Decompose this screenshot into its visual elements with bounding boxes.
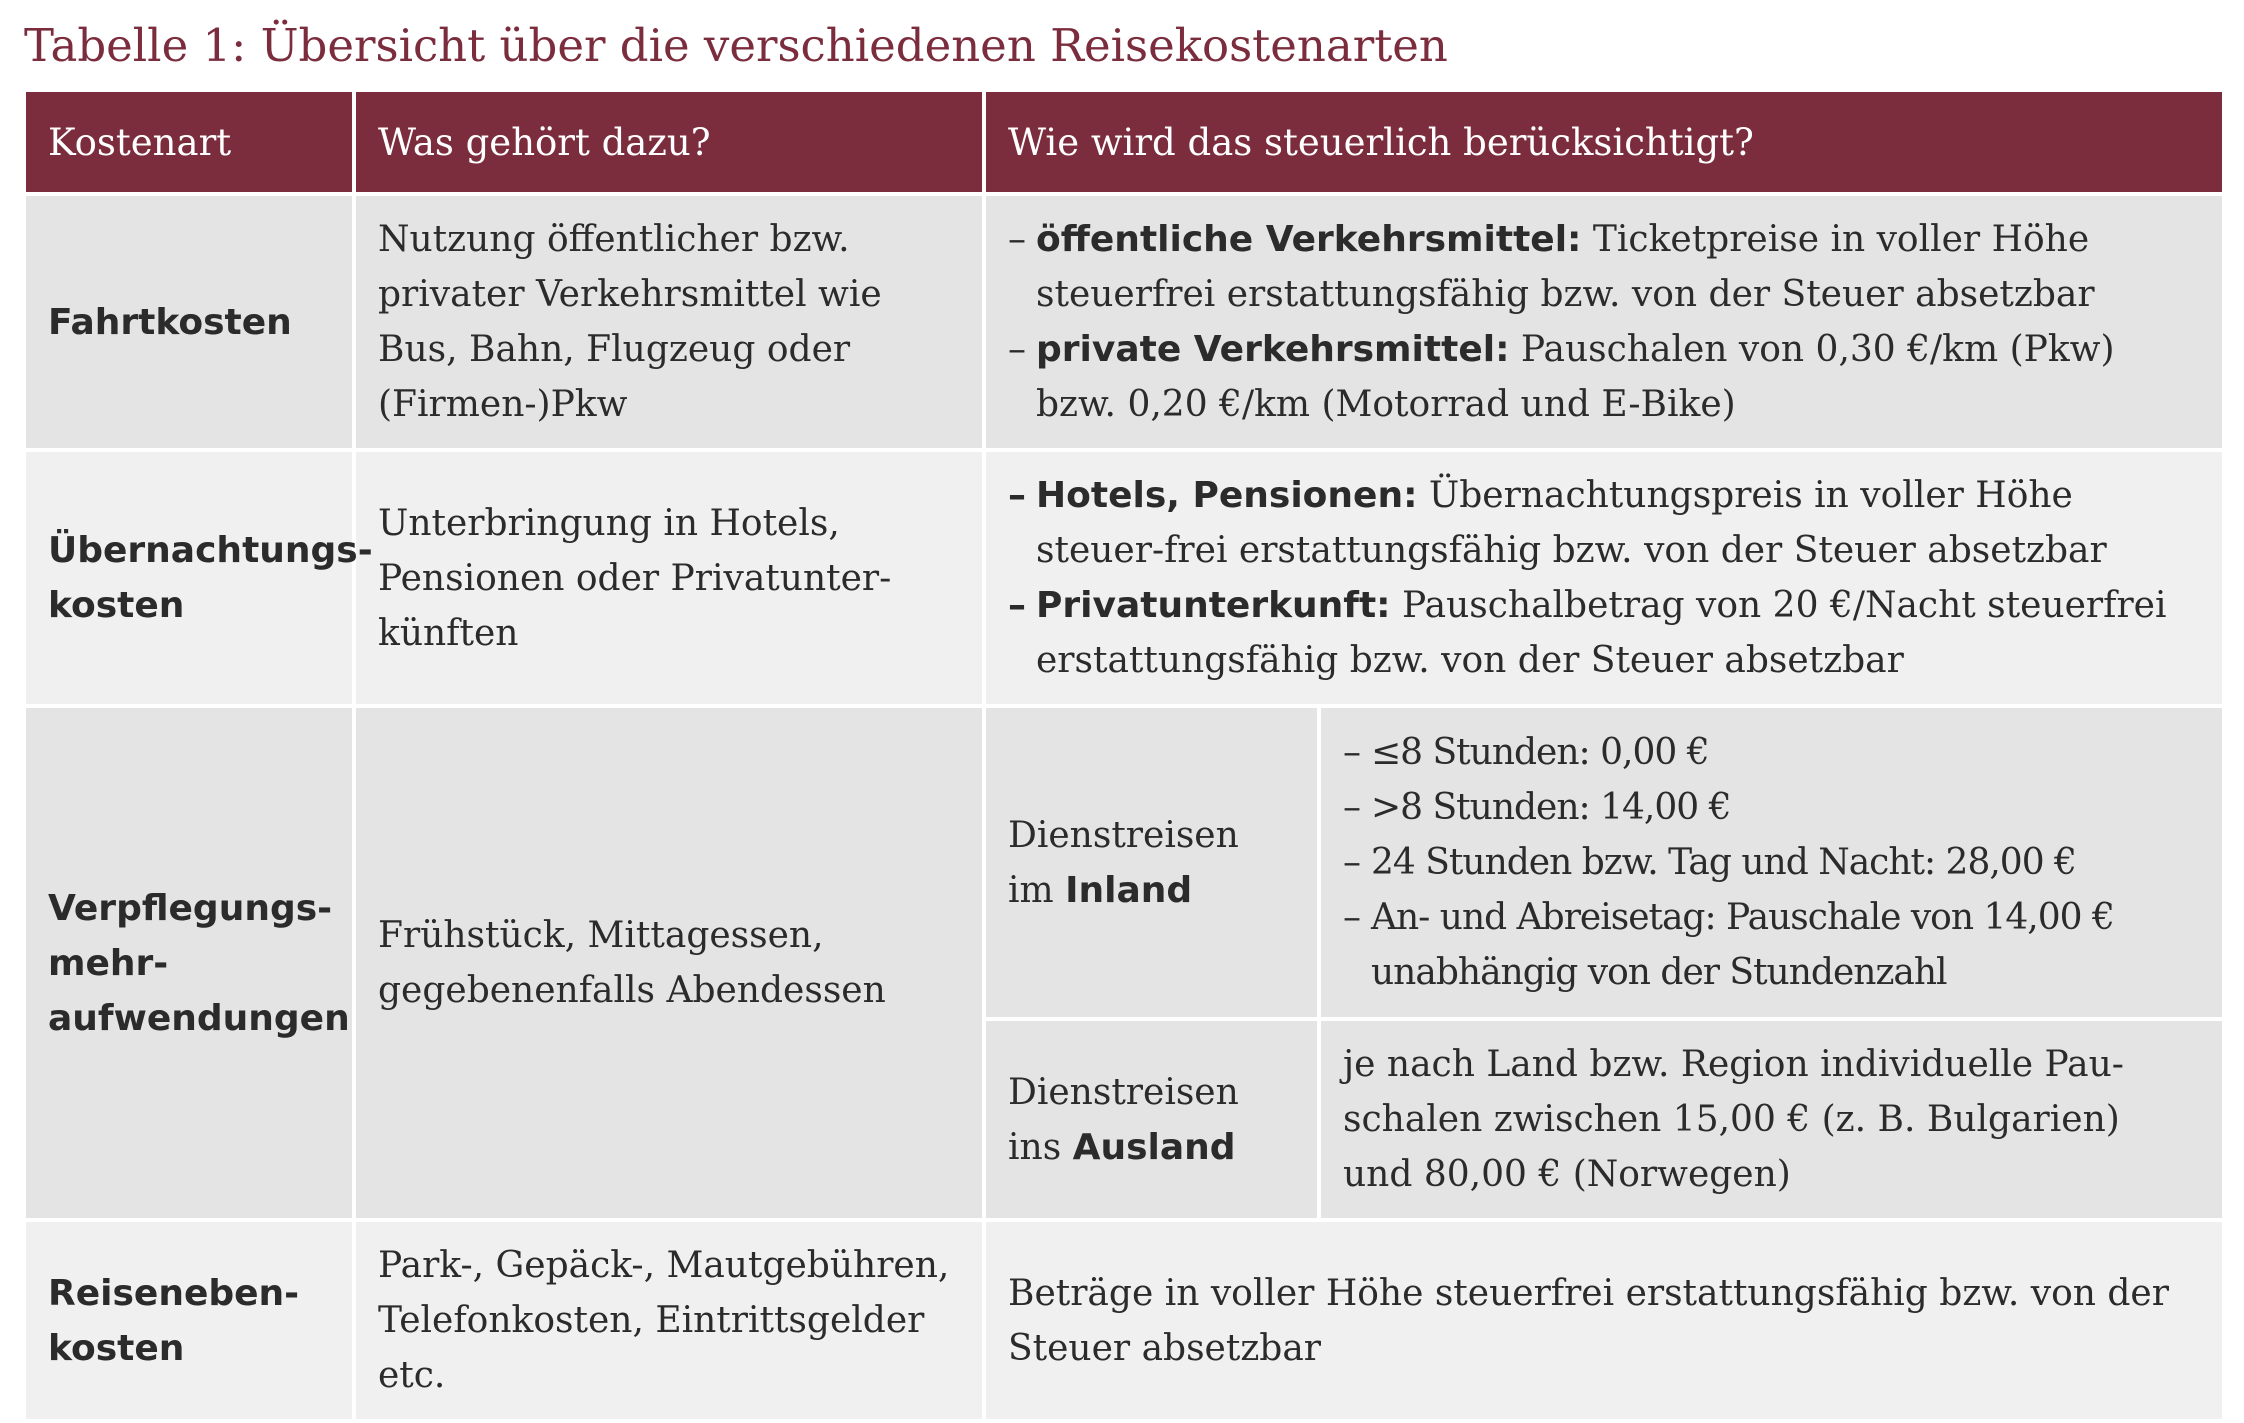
list-item <box>1343 780 2200 835</box>
list-item <box>1343 835 2200 890</box>
item-text: 24 Stunden bzw. Tag und Nacht: 28,00 € <box>1371 842 2076 883</box>
item-text: >8 Stunden: 14,00 € <box>1371 787 1731 828</box>
cell-was-verpflegung: Frühstück, Mittagessen, gegebenenfalls Abendessen <box>354 706 984 1220</box>
table-row-reisenebenkosten <box>24 1220 2224 1421</box>
table-row-verpflegung-inland <box>24 706 2224 1019</box>
item-label: Privatunterkunft: <box>1036 585 1391 626</box>
item-text: Pauschalen von 0,30 €/km (Pkw) bzw. 0,20 €/km (Motorrad und E-Bike) <box>1036 329 2115 425</box>
item-label: private Verkehrsmittel: <box>1036 329 1510 370</box>
document-page <box>22 18 2222 1423</box>
dash-bullet: – <box>1008 329 1026 370</box>
cell-was-fahrtkosten: Nutzung öffentlicher bzw. privater Verkehrsmittel wie Bus, Bahn, Flugzeug oder (Firmen-)Pkw <box>354 194 984 450</box>
ausland-label-bold: Ausland <box>1072 1126 1236 1168</box>
cell-label-ausland <box>984 1019 1319 1220</box>
cell-steuer-fahrtkosten <box>984 194 2224 450</box>
list-item <box>1343 725 2200 780</box>
cell-pauschalen-ausland: je nach Land bzw. Region individuelle Pau-schalen zwischen 15,00 € (z. B. Bulgarien) und 80,00 € (Norwegen) <box>1319 1019 2224 1220</box>
dash-bullet: – <box>1008 475 1026 516</box>
dash-bullet: – <box>1008 219 1026 260</box>
cell-kostenart-fahrtkosten: Fahrtkosten <box>24 194 354 450</box>
dash-bullet: – <box>1008 585 1026 626</box>
inland-label-prefix: Dienstreisen im <box>1008 814 1239 911</box>
item-text: Ticketpreise in voller Höhe steuerfrei erstattungsfähig bzw. von der Steuer absetzbar <box>1036 219 2095 315</box>
cell-kostenart-nebenkosten: Reiseneben-kosten <box>24 1220 354 1421</box>
table-header-row <box>24 90 2224 194</box>
fahrtkosten-list <box>1008 212 2200 432</box>
header-steuerlich: Wie wird das steuerlich berücksichtigt? <box>984 90 2224 194</box>
cell-was-uebernachtung: Unterbringung in Hotels, Pensionen oder Privatunter-künften <box>354 450 984 706</box>
cell-steuer-uebernachtung <box>984 450 2224 706</box>
cell-was-nebenkosten: Park-, Gepäck-, Mautgebühren, Telefonkosten, Eintrittsgelder etc. <box>354 1220 984 1421</box>
cell-kostenart-uebernachtung: Übernachtungs-kosten <box>24 450 354 706</box>
dash-bullet: – <box>1343 787 1360 828</box>
list-item <box>1008 468 2200 578</box>
uebernachtung-list <box>1008 468 2200 688</box>
ausland-label-prefix: Dienstreisen ins <box>1008 1071 1239 1168</box>
list-item <box>1008 578 2200 688</box>
dash-bullet: – <box>1343 842 1360 883</box>
cell-kostenart-verpflegung: Verpflegungs-mehr-aufwendungen <box>24 706 354 1220</box>
cell-label-inland <box>984 706 1319 1019</box>
dash-bullet: – <box>1343 897 1360 938</box>
item-label: Hotels, Pensionen: <box>1036 475 1418 516</box>
inland-label-bold: Inland <box>1065 869 1193 911</box>
table-row-uebernachtungskosten <box>24 450 2224 706</box>
table-row-fahrtkosten <box>24 194 2224 450</box>
item-text: ≤8 Stunden: 0,00 € <box>1371 732 1709 773</box>
list-item <box>1008 212 2200 322</box>
header-was-gehoert-dazu: Was gehört dazu? <box>354 90 984 194</box>
item-text: Pauschalbetrag von 20 €/Nacht steuerfrei erstattungsfähig bzw. von der Steuer absetzbar <box>1036 585 2167 681</box>
inland-list <box>1343 725 2200 1000</box>
item-text: Übernachtungspreis in voller Höhe steuer-frei erstattungsfähig bzw. von der Steuer absetzbar <box>1036 475 2107 571</box>
cell-steuer-nebenkosten: Beträge in voller Höhe steuerfrei erstattungsfähig bzw. von der Steuer absetzbar <box>984 1220 2224 1421</box>
reisekosten-table <box>22 88 2226 1423</box>
list-item <box>1343 890 2200 1000</box>
cell-pauschalen-inland <box>1319 706 2224 1019</box>
item-label: öffentliche Verkehrsmittel: <box>1036 219 1582 260</box>
item-text: An- und Abreisetag: Pauschale von 14,00 € unabhängig von der Stundenzahl <box>1371 897 2114 993</box>
header-kostenart: Kostenart <box>24 90 354 194</box>
list-item <box>1008 322 2200 432</box>
table-title: Tabelle 1: Übersicht über die verschiedenen Reisekostenarten <box>24 19 1448 72</box>
dash-bullet: – <box>1343 732 1360 773</box>
